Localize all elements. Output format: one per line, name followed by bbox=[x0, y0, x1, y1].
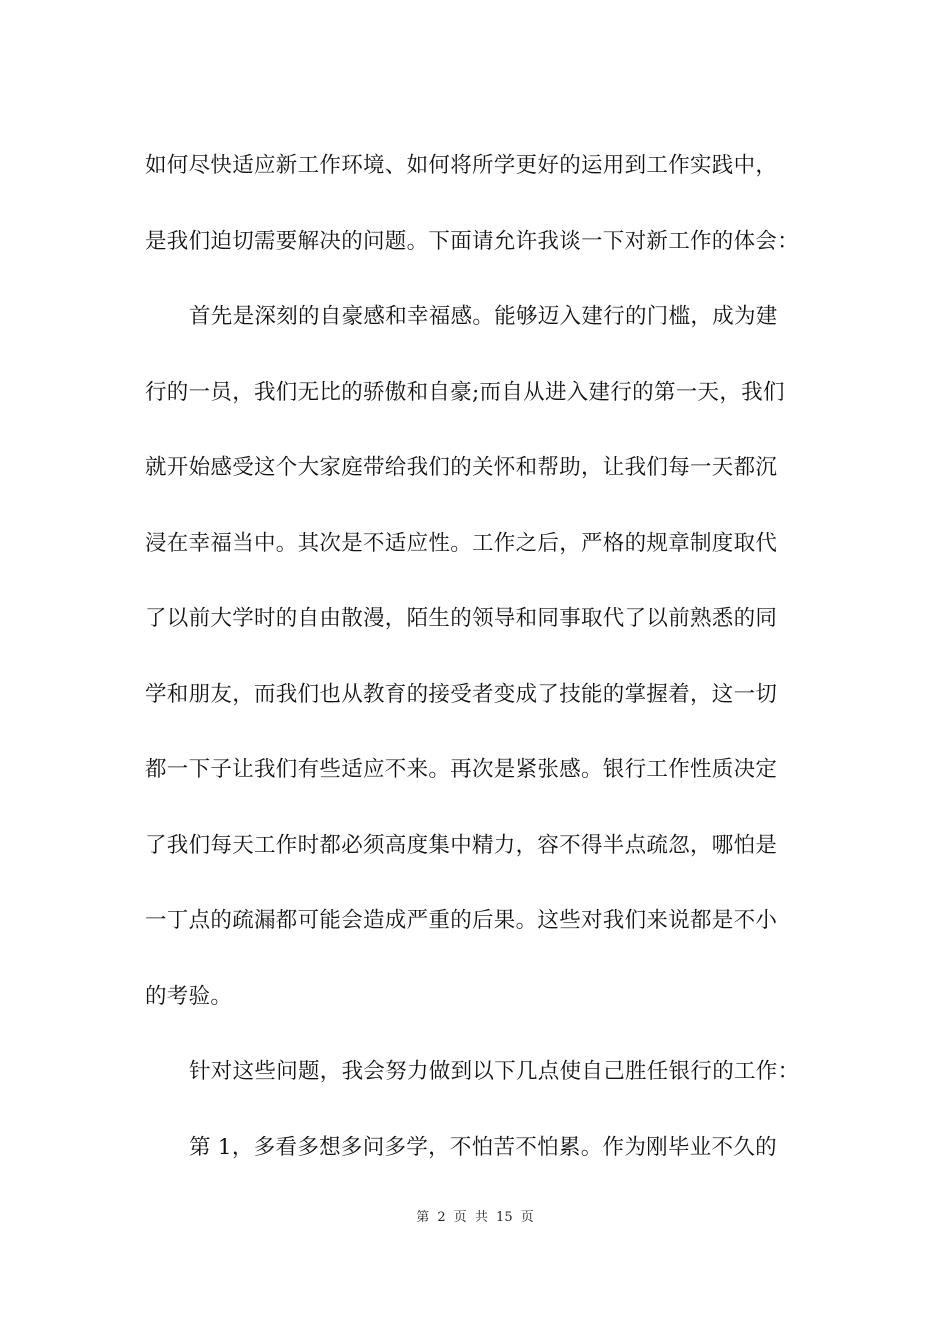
text-line: 的考验。 bbox=[145, 983, 233, 1009]
text-line: 学和朋友，而我们也从教育的接受者变成了技能的掌握着，这一切 bbox=[145, 681, 778, 707]
text-line: 行的一员，我们无比的骄傲和自豪;而自从进入建行的第一天，我们 bbox=[145, 379, 785, 405]
text-line: 首先是深刻的自豪感和幸福感。能够迈入建行的门槛，成为建 bbox=[189, 304, 778, 329]
text-line: 如何尽快适应新工作环境、如何将所学更好的运用到工作实践中， bbox=[145, 153, 778, 178]
page-footer bbox=[0, 1206, 950, 1225]
body-text bbox=[145, 128, 805, 1185]
text-line: 针对这些问题，我会努力做到以下几点使自己胜任银行的工作： bbox=[189, 1059, 800, 1084]
text-line: 了我们每天工作时都必须高度集中精力，容不得半点疏忽，哪怕是 bbox=[145, 832, 778, 858]
page-number-label: 第 2 页 共 15 页 bbox=[416, 1210, 534, 1225]
text-line: 就开始感受这个大家庭带给我们的关怀和帮助，让我们每一天都沉 bbox=[145, 455, 778, 480]
text-line: 浸在幸福当中。其次是不适应性。工作之后，严格的规章制度取代 bbox=[145, 530, 778, 556]
text-line: 了以前大学时的自由散漫，陌生的领导和同事取代了以前熟悉的同 bbox=[145, 606, 778, 631]
text-line: 都一下子让我们有些适应不来。再次是紧张感。银行工作性质决定 bbox=[145, 757, 778, 782]
text-line: 第 1，多看多想多问多学，不怕苦不怕累。作为刚毕业不久的 bbox=[189, 1134, 777, 1160]
text-line: 一丁点的疏漏都可能会造成严重的后果。这些对我们来说都是不小 bbox=[145, 908, 778, 933]
text-line: 是我们迫切需要解决的问题。下面请允许我谈一下对新工作的体会： bbox=[145, 228, 800, 254]
